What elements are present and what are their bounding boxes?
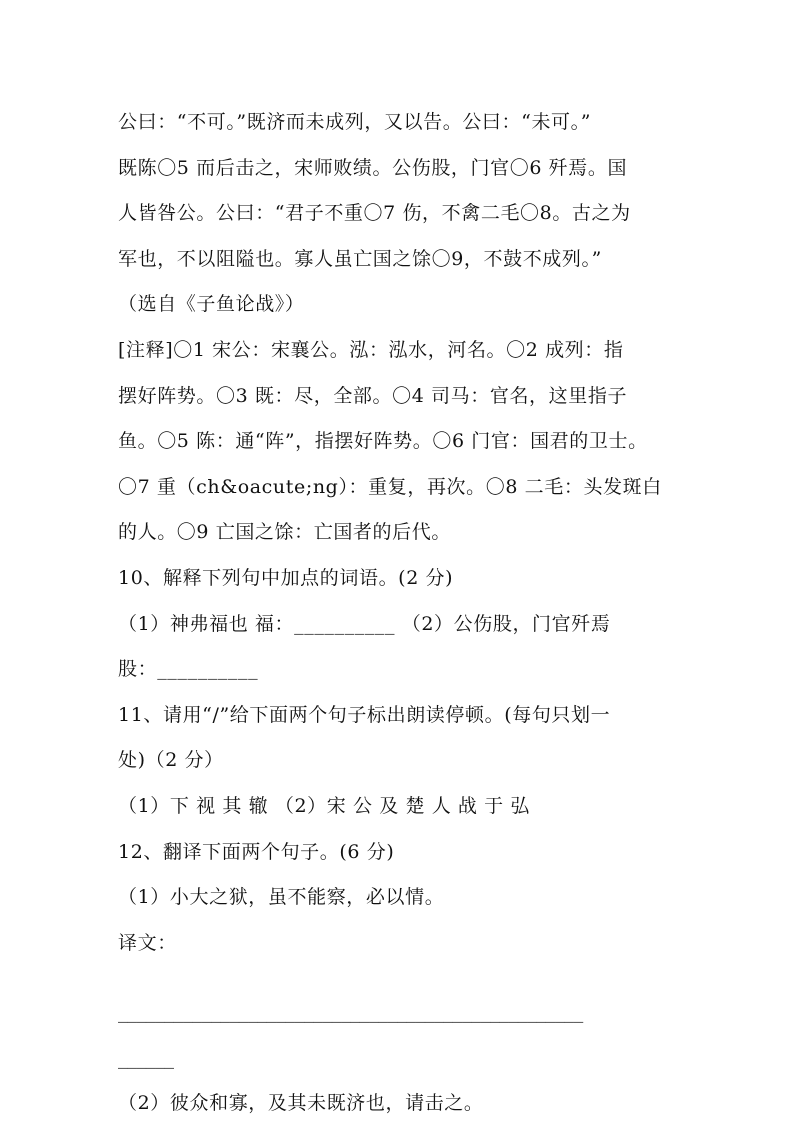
question-12 bbox=[118, 830, 688, 1127]
annotation-line: 鱼。〇5 陈：通“阵”，指摆好阵势。〇6 门官：国君的卫士。 bbox=[118, 419, 688, 465]
question-12-sentence-2: （2）彼众和寡，及其未既济也，请击之。 bbox=[118, 1081, 688, 1127]
document-page bbox=[118, 100, 688, 1127]
question-11 bbox=[118, 693, 688, 830]
question-10-item: 股：__________ bbox=[118, 647, 688, 693]
question-10-item: （1）神弗福也 福：__________ （2）公伤股，门官歼焉 bbox=[118, 602, 688, 648]
translation-label: 译文： bbox=[118, 921, 688, 967]
passage-line: 既陈〇5 而后击之，宋师败绩。公伤股，门官〇6 歼焉。国 bbox=[118, 146, 688, 192]
answer-line: __________________________________________________ bbox=[118, 990, 688, 1036]
question-10-title: 10、解释下列句中加点的词语。(2 分) bbox=[118, 556, 688, 602]
spacer bbox=[118, 966, 688, 990]
annotation-line: 的人。〇9 亡国之馀：亡国者的后代。 bbox=[118, 510, 688, 556]
annotation-line: 〇7 重（ch&oacute;ng）：重复，再次。〇8 二毛：头发斑白 bbox=[118, 465, 688, 511]
question-12-title: 12、翻译下面两个句子。(6 分) bbox=[118, 830, 688, 876]
question-10 bbox=[118, 556, 688, 693]
passage-line: 军也，不以阻隘也。寡人虽亡国之馀〇9，不鼓不成列。” bbox=[118, 237, 688, 283]
annotation-line: [注释]〇1 宋公：宋襄公。泓：泓水，河名。〇2 成列：指 bbox=[118, 328, 688, 374]
annotations bbox=[118, 328, 688, 556]
passage-source: （选自《子鱼论战》） bbox=[118, 282, 688, 328]
question-12-sentence-1: （1）小大之狱，虽不能察，必以情。 bbox=[118, 875, 688, 921]
question-11-title-cont: 处)（2 分） bbox=[118, 738, 688, 784]
passage bbox=[118, 100, 688, 328]
annotation-line: 摆好阵势。〇3 既：尽，全部。〇4 司马：官名，这里指子 bbox=[118, 374, 688, 420]
passage-line: 人皆咎公。公曰：“君子不重〇7 伤，不禽二毛〇8。古之为 bbox=[118, 191, 688, 237]
question-11-sentences: （1）下 视 其 辙 （2）宋 公 及 楚 人 战 于 弘 bbox=[118, 784, 688, 830]
passage-line: 公曰：“不可。”既济而未成列，又以告。公曰：“未可。” bbox=[118, 100, 688, 146]
answer-line: ______ bbox=[118, 1036, 688, 1082]
question-11-title: 11、请用“/”给下面两个句子标出朗读停顿。(每句只划一 bbox=[118, 693, 688, 739]
